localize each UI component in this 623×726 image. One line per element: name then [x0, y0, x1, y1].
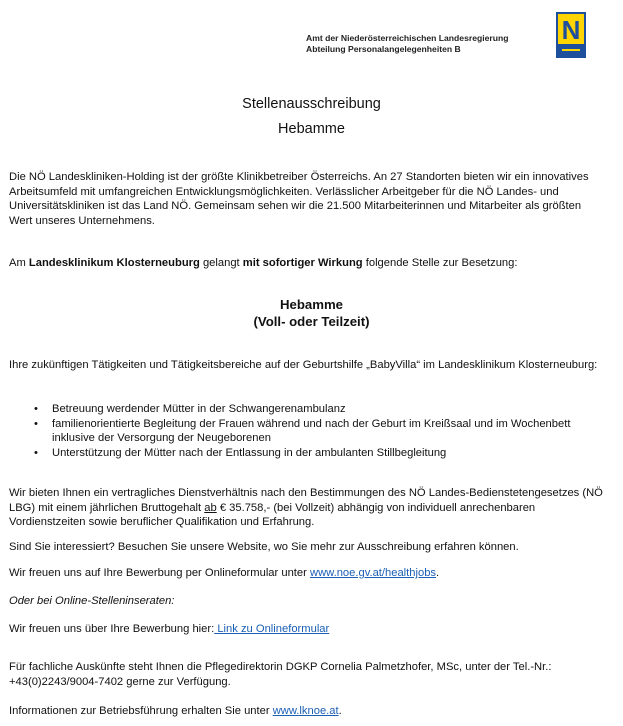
- salary-ab: ab: [204, 501, 217, 514]
- apply-link-paragraph: Wir freuen uns über Ihre Bewerbung hier: Link zu Onlineformular: [9, 623, 330, 635]
- inserate-note: Oder bei Online-Stelleninseraten:: [9, 595, 175, 607]
- document-title: Stellenausschreibung: [242, 96, 381, 112]
- org-header: [306, 33, 509, 55]
- offer-paragraph: Wir bieten Ihnen ein vertragliches Dienstverhältnis nach den Bestimmungen des NÖ Landes-Bedienstetengesetzes (NÖ LBG) mit einem jährlichen Bruttogehalt ab € 35.758,- (bei Vollzeit) abhängig von individuell anrechenbaren Vordienstzeiten sowie beruflicher Qualifikation und Erfahrung.: [9, 487, 603, 529]
- start-timing: mit sofortiger Wirkung: [242, 257, 363, 269]
- logo-letter: N: [561, 15, 581, 45]
- intro-paragraph: Die NÖ Landeskliniken-Holding ist der größte Klinikbetreiber Österreichs. An 27 Standorten bieten wir ein innovatives Arbeitsumfeld mit umfangreichen Entwicklungsmöglichkeiten. Verlässlicher Arbeitgeber für die NÖ Landes- und Universitätskliniken ist das Land NÖ. Gemeinsam sehen wir die 21.500 Mitarbeiterinnen und Mitarbeiter als größten Wert unseres Unternehmens.: [9, 171, 589, 227]
- position-subtitle: (Voll- oder Teilzeit): [253, 314, 370, 329]
- list-item: • Unterstützung der Mütter nach der Entlassung in der ambulanten Stillbegleitung: [26, 446, 616, 461]
- duties-intro: Ihre zukünftigen Tätigkeiten und Tätigkeitsbereiche auf der Geburtshilfe „BabyVilla“ im Landesklinikum Klosterneuburg:: [9, 359, 598, 371]
- info-paragraph: Informationen zur Betriebsführung erhalten Sie unter www.lknoe.at.: [9, 705, 342, 717]
- duties-list: [26, 402, 616, 460]
- location-sentence: Am Landesklinikum Klosterneuburg gelangt mit sofortiger Wirkung folgende Stelle zur Besetzung:: [9, 257, 518, 269]
- org-department: Abteilung Personalangelegenheiten B: [306, 44, 461, 54]
- contact-paragraph: Für fachliche Auskünfte steht Ihnen die Pflegedirektorin DGKP Cornelia Palmetzhofer, MSc, unter der Tel.-Nr.: +43(0)2243/9004-7402 gerne zur Verfügung.: [9, 661, 552, 688]
- position-title: Hebamme: [279, 297, 344, 312]
- lknoe-link[interactable]: www.lknoe.at: [272, 705, 339, 717]
- noe-logo: [556, 12, 586, 58]
- org-name: Amt der Niederösterreichischen Landesregierung: [306, 33, 509, 43]
- online-form-link[interactable]: Link zu Onlineformular: [214, 623, 330, 635]
- apply-paragraph: Wir freuen uns auf Ihre Bewerbung per Onlineformular unter www.noe.gv.at/healthjobs.: [9, 567, 440, 579]
- healthjobs-link[interactable]: www.noe.gv.at/healthjobs: [309, 567, 437, 579]
- clinic-name: Landesklinikum Klosterneuburg: [28, 257, 200, 269]
- list-item: • familienorientierte Begleitung der Frauen während und nach der Geburt im Kreißsaal und im Wochenbett inklusive der Versorgung der Neugeborenen: [26, 417, 616, 446]
- list-item: • Betreuung werdender Mütter in der Schwangerenambulanz: [26, 402, 616, 417]
- job-title: Hebamme: [278, 121, 345, 137]
- interest-paragraph: Sind Sie interessiert? Besuchen Sie unsere Website, wo Sie mehr zur Ausschreibung erfahren können.: [9, 541, 519, 553]
